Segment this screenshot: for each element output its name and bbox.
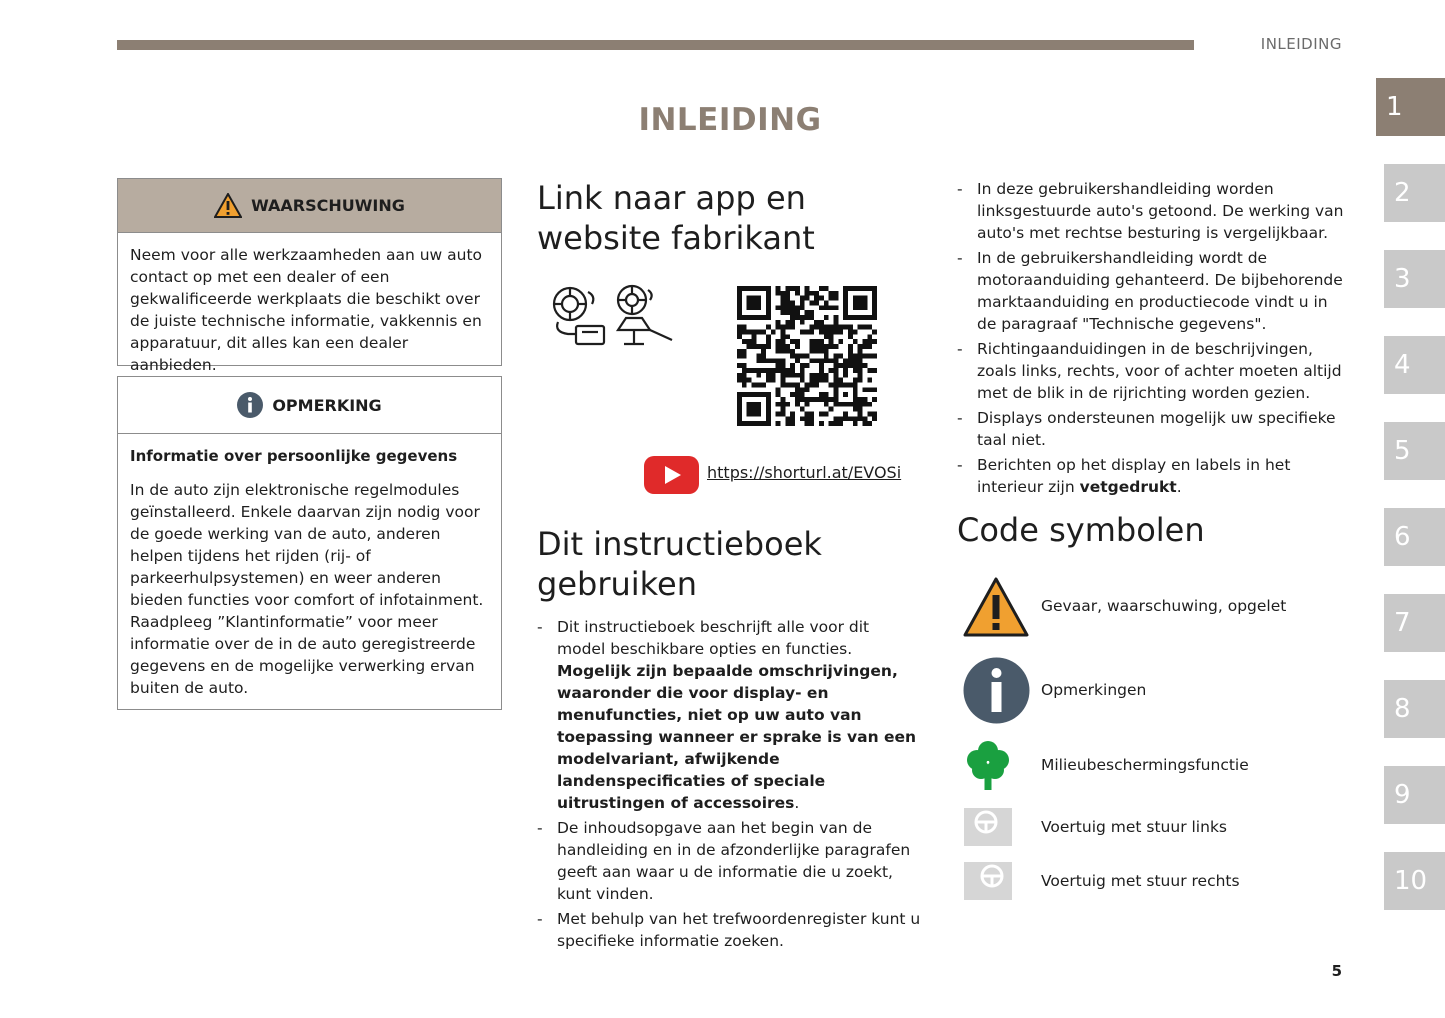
chapter-tab-7[interactable]: 7 [1384, 594, 1445, 652]
chapter-tab-2[interactable]: 2 [1384, 164, 1445, 222]
symbols-section-heading: Code symbolen [957, 511, 1205, 549]
list-item: - In de gebruikershandleiding wordt de motoraanduiding gehanteerd. De bijbehorende marktaanduiding en productiecode vindt u in de paragraaf "Technische gegevens". [957, 249, 1343, 333]
manual-section-heading: Dit instructieboek gebruiken [537, 525, 822, 603]
chapter-tab-8[interactable]: 8 [1384, 680, 1445, 738]
chapter-tab-3[interactable]: 3 [1384, 250, 1445, 308]
warning-box-body [118, 233, 501, 386]
warning-box [117, 178, 502, 374]
symbol-row-rhd [962, 862, 1342, 902]
symbol-label: Milieubeschermingsfunctie [1041, 756, 1249, 774]
note-box-body [118, 434, 501, 709]
app-section-heading: Link naar app en website fabrikant [537, 179, 815, 257]
note-box [117, 376, 502, 710]
chapter-tab-5[interactable]: 5 [1384, 422, 1445, 480]
list-item: - Displays ondersteunen mogelijk uw specifieke taal niet. [957, 409, 1336, 449]
symbol-label: Gevaar, waarschuwing, opgelet [1041, 597, 1287, 615]
list-item: - Dit instructieboek beschrijft alle voor dit model beschikbare opties en functies. Mogelijk zijn bepaalde omschrijvingen, waaronder die voor display- en menufuncties, niet op uw auto van toepassing wanneer er sprake is van een modelvariant, afwijkende landenspecificaties of speciale uitrustingen of accessoires. [537, 618, 917, 812]
symbol-row-danger [962, 576, 1342, 640]
warning-triangle-icon [214, 193, 242, 218]
list-item: - Berichten op het display en labels in het interieur zijn vetgedrukt. [957, 456, 1291, 496]
tree-icon [966, 740, 1010, 790]
manufacturer-link[interactable]: https://shorturl.at/EVOSi [707, 463, 902, 482]
chapter-tab-9[interactable]: 9 [1384, 766, 1445, 824]
list-item: - In deze gebruikershandleiding worden linksgestuurde auto's getoond. De werking van auto's met rechtse besturing is vergelijkbaar. [957, 180, 1344, 242]
page-title: INLEIDING [638, 102, 822, 138]
note-box-text-2: Raadpleeg ”Klantinformatie” voor meer informatie over de in de auto geregistreerde gegevens en de mogelijke verwerking ervan buiten de auto. [130, 613, 476, 697]
conventions-bullet-list [957, 178, 1345, 501]
note-box-text: In de auto zijn elektronische regelmodules geïnstalleerd. Enkele daarvan zijn nodig voor de goede werking van de auto, anderen helpen tijdens het rijden (rij- of parkeerhulpsystemen) en weer anderen bieden functies voor comfort of infotainment. [130, 481, 484, 609]
symbol-label: Opmerkingen [1041, 681, 1147, 699]
symbol-row-lhd [962, 808, 1342, 848]
warning-box-title: WAARSCHUWING [251, 196, 405, 215]
section-header-label: INLEIDING [1260, 35, 1342, 53]
page-number: 5 [1331, 962, 1342, 980]
info-circle-icon [237, 392, 263, 418]
qr-code[interactable] [737, 286, 877, 426]
top-rule [117, 40, 1194, 50]
list-item: - Met behulp van het trefwoordenregister kunt u specifieke informatie zoeken. [537, 910, 921, 950]
symbol-row-environment [962, 740, 1342, 792]
symbol-label: Voertuig met stuur links [1041, 818, 1227, 836]
steering-wheel-right-icon [964, 862, 1012, 900]
manual-bullet-list [537, 616, 922, 955]
symbol-row-note [962, 657, 1342, 725]
chapter-tab-4[interactable]: 4 [1384, 336, 1445, 394]
chapter-tab-10[interactable]: 10 [1384, 852, 1445, 910]
warning-box-text: Neem voor alle werkzaamheden aan uw auto contact op met een dealer of een gekwalificeerde werkplaats die beschikt over de juiste technische informatie, vakkennis en apparatuur, dit alles kan een dealer aanbieden. [130, 246, 483, 374]
note-box-header [118, 377, 501, 434]
list-item: - Richtingaanduidingen in de beschrijvingen, zoals links, rechts, voor of achter moeten altijd met de blik in de rijrichting worden gezien. [957, 340, 1342, 402]
warning-box-header [118, 179, 501, 233]
steering-wheel-left-icon [964, 808, 1012, 846]
note-box-title: OPMERKING [272, 395, 382, 415]
symbol-label: Voertuig met stuur rechts [1041, 872, 1240, 890]
chapter-tab-1[interactable]: 1 [1376, 78, 1445, 136]
youtube-icon[interactable] [644, 456, 699, 494]
chapter-tab-6[interactable]: 6 [1384, 508, 1445, 566]
info-circle-icon [963, 657, 1030, 724]
note-box-subtitle: Informatie over persoonlijke gegevens [130, 447, 458, 465]
list-item: - De inhoudsopgave aan het begin van de handleiding en in de afzonderlijke paragrafen geeft aan waar u de informatie die u zoekt, kunt vinden. [537, 819, 911, 903]
warning-triangle-icon [962, 576, 1030, 638]
tyre-repair-icon [550, 282, 678, 352]
